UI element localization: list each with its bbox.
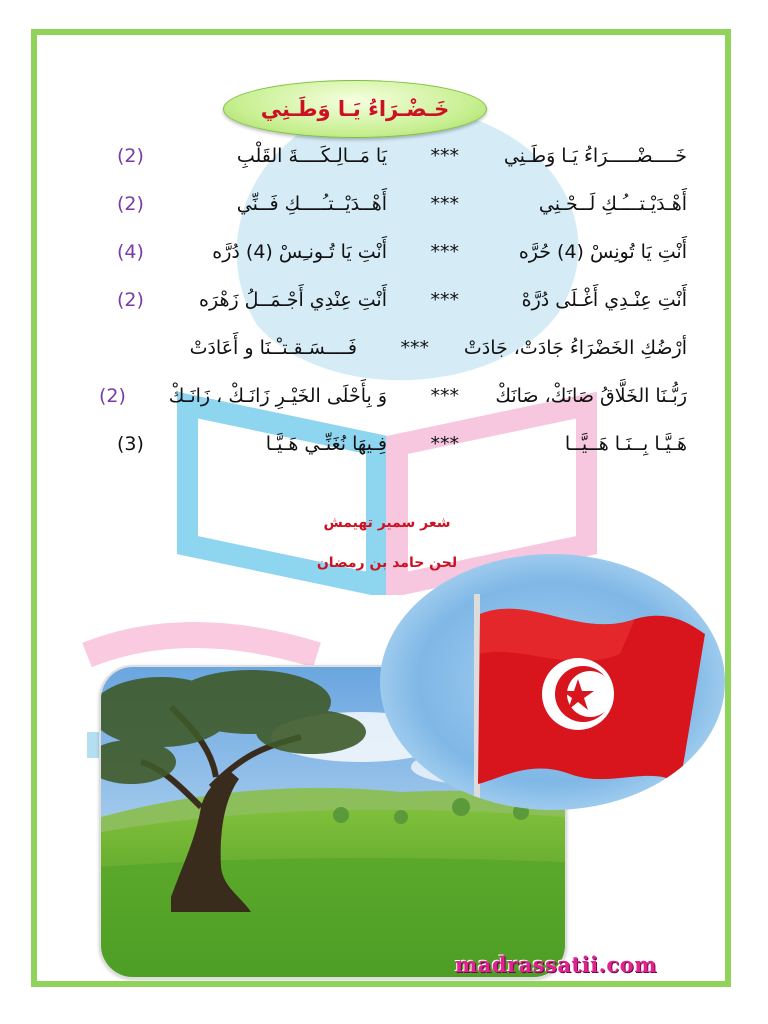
verse-repeat-count: (2) — [99, 385, 126, 407]
verse-repeat-count: (3) — [117, 433, 144, 455]
verse-first-hemistich: رَبُّـنَا الخَلَّاقُ صَانَكْ، صَانَكْ — [495, 385, 687, 407]
verse-second-hemistich: فَــــسَـقـتـْـنَا و أَعَادَتْ — [189, 337, 357, 359]
verse-separator: *** — [430, 385, 459, 407]
composer-credit: لحن حامد بن رمضان — [316, 555, 458, 571]
tunisian-flag-image — [380, 554, 725, 810]
verse-first-hemistich: أَنْتِ عِنْـدِي أَغْـلَى دُرَّهْ — [521, 289, 687, 311]
verse-separator: *** — [430, 433, 459, 455]
verse-repeat-count: (2) — [117, 289, 144, 311]
verse-line — [107, 185, 687, 233]
site-watermark: madrassatii.com — [455, 952, 657, 977]
verse-second-hemistich: وَ بِأَحْلَى الخَيْـرِ زَانَـكْ ، زَانَـكْ — [168, 385, 387, 407]
poet-credit: شعر سمير تهيمش — [323, 515, 451, 531]
verse-repeat-count: (2) — [117, 145, 144, 167]
poem-verses — [99, 137, 687, 473]
verse-first-hemistich: خَــــضْـــــرَاءُ يَـا وَطَـنِي — [503, 145, 687, 167]
page-frame — [31, 29, 731, 987]
verse-second-hemistich: يَا مَــالِـكَــــةَ القَلْبِ — [236, 145, 387, 167]
verse-repeat-count: (4) — [117, 241, 144, 263]
verse-line — [107, 329, 687, 377]
verse-separator: *** — [430, 193, 459, 215]
verse-line — [107, 233, 687, 281]
verse-line — [107, 281, 687, 329]
verse-separator: *** — [400, 337, 429, 359]
verse-second-hemistich: فِـيهَا نُغَنِّـي هَـيَّـا — [265, 433, 387, 455]
title-banner — [223, 80, 487, 138]
poem-title: خَـضْـرَاءُ يَـا وَطَـنِي — [260, 97, 450, 121]
verse-separator: *** — [430, 145, 459, 167]
verse-line — [107, 425, 687, 473]
verse-second-hemistich: أَنْتِ يَا تُـونـِسْ (4) دُرَّه — [212, 241, 387, 263]
verse-line — [107, 137, 687, 185]
verse-second-hemistich: أَهْــدَيْــتـُــــكِ فَــنِّي — [236, 193, 387, 215]
verse-first-hemistich: أَنْتِ يَا تُونِسْ (4) حُرَّه — [518, 241, 687, 263]
verse-first-hemistich: أَهْـدَيْـتـــُـكِ لَــحْـنِي — [538, 193, 687, 215]
verse-first-hemistich: هَـيَّـا بِــنَـا هَــيَّــا — [564, 433, 687, 455]
verse-line — [99, 377, 687, 425]
verse-repeat-count: (2) — [117, 193, 144, 215]
verse-separator: *** — [430, 241, 459, 263]
verse-separator: *** — [430, 289, 459, 311]
verse-first-hemistich: أرْضُكِ الخَضْرَاءُ جَادَتْ، جَادَتْ — [463, 337, 687, 359]
verse-second-hemistich: أَنْتِ عِنْدِي أَجْـمَــلُ زَهْرَه — [199, 289, 387, 311]
